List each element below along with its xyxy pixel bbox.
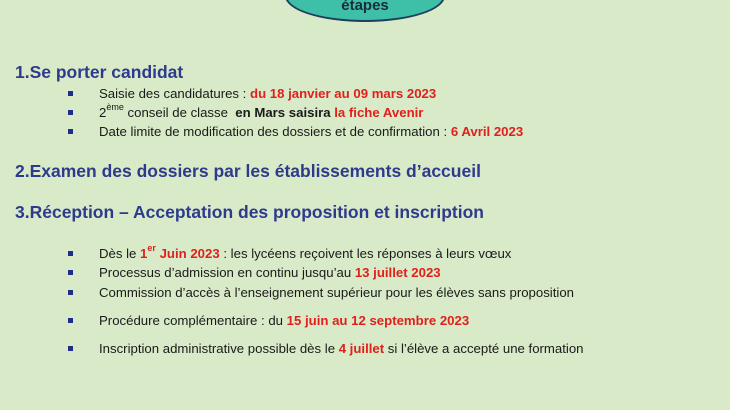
bullet-icon <box>68 110 73 115</box>
bullet-icon <box>68 270 73 275</box>
list-item: Date limite de modification des dossiers et de confirmation : 6 Avril 2023 <box>68 124 523 139</box>
steps-pill <box>285 0 445 22</box>
section-3-title: 3.Réception – Acceptation des proposition et inscription <box>15 202 484 222</box>
list-item: Procédure complémentaire : du 15 juin au 12 septembre 2023 <box>68 313 469 328</box>
list-item: Inscription administrative possible dès le 4 juillet si l’élève a accepté une formation <box>68 341 584 356</box>
list-item: Commission d’accès à l’enseignement supérieur pour les élèves sans proposition <box>68 285 574 300</box>
section-1-title: 1.Se porter candidat <box>15 62 184 82</box>
bullet-icon <box>68 129 73 134</box>
bullet-icon <box>68 346 73 351</box>
steps-pill-label: étapes <box>341 0 389 14</box>
list-item: 2ème conseil de classe en Mars saisira la fiche Avenir <box>68 105 423 120</box>
bullet-icon <box>68 318 73 323</box>
section-2-title: 2.Examen des dossiers par les établissements d’accueil <box>15 161 481 181</box>
bullet-icon <box>68 91 73 96</box>
list-item: Dès le 1er Juin 2023 : les lycéens reçoivent les réponses à leurs vœux <box>68 246 511 261</box>
list-item: Saisie des candidatures : du 18 janvier au 09 mars 2023 <box>68 86 436 101</box>
list-item: Processus d’admission en continu jusqu’au 13 juillet 2023 <box>68 265 441 280</box>
bullet-icon <box>68 251 73 256</box>
bullet-icon <box>68 290 73 295</box>
